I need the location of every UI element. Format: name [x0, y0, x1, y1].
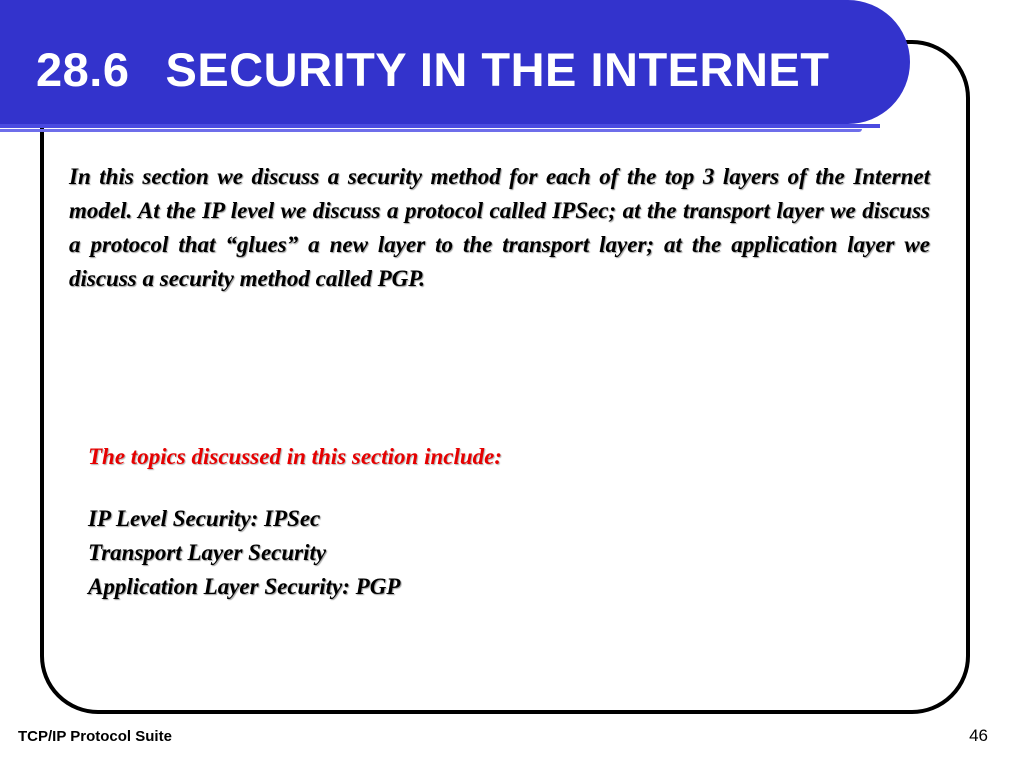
section-number: 28.6 — [36, 43, 130, 96]
slide-frame — [40, 40, 970, 714]
slide-title — [36, 43, 830, 96]
footer-book-title: TCP/IP Protocol Suite — [18, 728, 172, 745]
intro-paragraph: In this section we discuss a security method for each of the top 3 layers of the Internet model. At the IP level we discuss a protocol called IPSec; at the transport layer we discuss a protocol that “glues” a new layer to the transport layer; at the application layer we discuss a security method called PGP. — [69, 164, 930, 291]
section-title: SECURITY IN THE INTERNET — [165, 43, 830, 96]
topic-item-pgp: Application Layer Security: PGP — [88, 574, 401, 599]
topic-item-ipsec: IP Level Security: IPSec — [88, 506, 321, 531]
topics-heading: The topics discussed in this section include: — [88, 444, 503, 469]
topic-item-tls: Transport Layer Security — [88, 540, 327, 565]
banner-underline — [0, 124, 880, 128]
title-banner — [0, 0, 910, 124]
topics-list — [88, 502, 400, 604]
banner-underline-secondary — [0, 129, 862, 132]
page-number: 46 — [969, 726, 988, 745]
